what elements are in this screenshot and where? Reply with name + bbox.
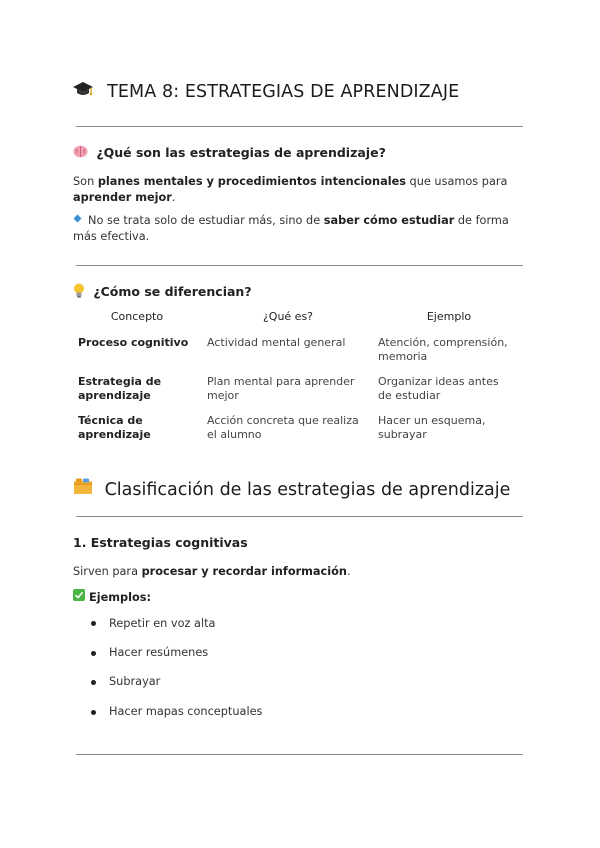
table-header-what: ¿Qué es? xyxy=(262,310,314,323)
cell-line: el alumno xyxy=(207,428,262,441)
cell-line: Plan mental para aprender xyxy=(207,375,355,388)
table-cell-example xyxy=(378,375,523,403)
note-paragraph xyxy=(73,213,523,245)
cell-line: de estudiar xyxy=(378,389,441,402)
cell-line: memoria xyxy=(378,350,428,363)
subsection-paragraph xyxy=(73,564,351,580)
cell-line: Hacer un esquema, xyxy=(378,414,486,427)
cell-line: Atención, comprensión, xyxy=(378,336,508,349)
divider xyxy=(76,265,523,266)
cell-line: Acción concreta que realiza xyxy=(207,414,359,427)
bold-text: procesar y recordar información xyxy=(141,565,347,578)
section-heading-differences xyxy=(73,284,252,301)
divider xyxy=(76,516,523,517)
list-item: Hacer resúmenes xyxy=(109,646,209,659)
bold-text: planes mentales y procedimientos intencionales xyxy=(97,175,406,188)
table-header-example: Ejemplo xyxy=(426,310,472,323)
divider xyxy=(76,754,523,755)
section-heading-what-are xyxy=(73,145,386,161)
text-run: Son xyxy=(73,175,98,188)
table-cell-concept xyxy=(78,336,203,350)
text-run: que usamos para xyxy=(405,175,508,188)
section-heading-text: ¿Qué son las estrategias de aprendizaje? xyxy=(96,145,386,160)
cell-line: Proceso cognitivo xyxy=(78,336,189,349)
bold-text: aprender mejor xyxy=(73,191,172,204)
text-run: de forma xyxy=(454,214,509,227)
bold-text: saber cómo estudiar xyxy=(323,214,455,227)
cell-line: subrayar xyxy=(378,428,427,441)
page-title xyxy=(72,82,459,102)
check-mark-button-icon xyxy=(73,589,85,606)
table-cell-concept xyxy=(78,414,203,442)
list-item: Subrayar xyxy=(109,675,161,688)
card-index-dividers-icon xyxy=(73,477,93,500)
text-run: . xyxy=(346,565,351,578)
cell-line: mejor xyxy=(207,389,239,402)
text-run: Sirven para xyxy=(73,565,142,578)
divider xyxy=(76,126,523,127)
bullet xyxy=(91,680,96,685)
bullet xyxy=(91,621,96,626)
table-cell-what xyxy=(207,414,377,442)
cell-line: aprendizaje xyxy=(78,389,151,402)
bullet xyxy=(91,651,96,656)
table-cell-example xyxy=(378,414,523,442)
cell-line: aprendizaje xyxy=(78,428,151,441)
light-bulb-icon xyxy=(73,283,85,301)
small-blue-diamond-icon xyxy=(73,212,82,228)
brain-icon xyxy=(73,145,88,161)
table-cell-concept xyxy=(78,375,203,403)
bold-text: Ejemplos: xyxy=(89,591,151,604)
text-run: No se trata solo de estudiar más, sino de xyxy=(88,214,324,227)
bullet xyxy=(91,710,96,715)
cell-line: Técnica de xyxy=(78,414,143,427)
title-text: TEMA 8: ESTRATEGIAS DE APRENDIZAJE xyxy=(107,82,460,102)
cell-line: Estrategia de xyxy=(78,375,162,388)
list-item: Hacer mapas conceptuales xyxy=(109,705,263,718)
graduation-cap-icon xyxy=(72,80,94,102)
table-cell-what xyxy=(207,375,377,403)
text-run: más efectiva. xyxy=(73,230,150,243)
text-run: . xyxy=(171,191,176,204)
subsection-heading: 1. Estrategias cognitivas xyxy=(73,535,248,550)
cell-line: Actividad mental general xyxy=(207,336,346,349)
cell-line: Organizar ideas antes xyxy=(378,375,499,388)
table-cell-example xyxy=(378,336,523,364)
section-heading-text: ¿Cómo se diferencian? xyxy=(93,284,252,299)
section-heading-text: Clasificación de las estrategias de aprendizaje xyxy=(104,480,511,500)
list-item: Repetir en voz alta xyxy=(109,617,216,630)
definition-paragraph xyxy=(73,174,523,206)
examples-label xyxy=(73,590,151,606)
section-heading-classification xyxy=(73,480,510,500)
table-cell-what xyxy=(207,336,377,350)
table-header-concept: Concepto xyxy=(110,310,164,323)
